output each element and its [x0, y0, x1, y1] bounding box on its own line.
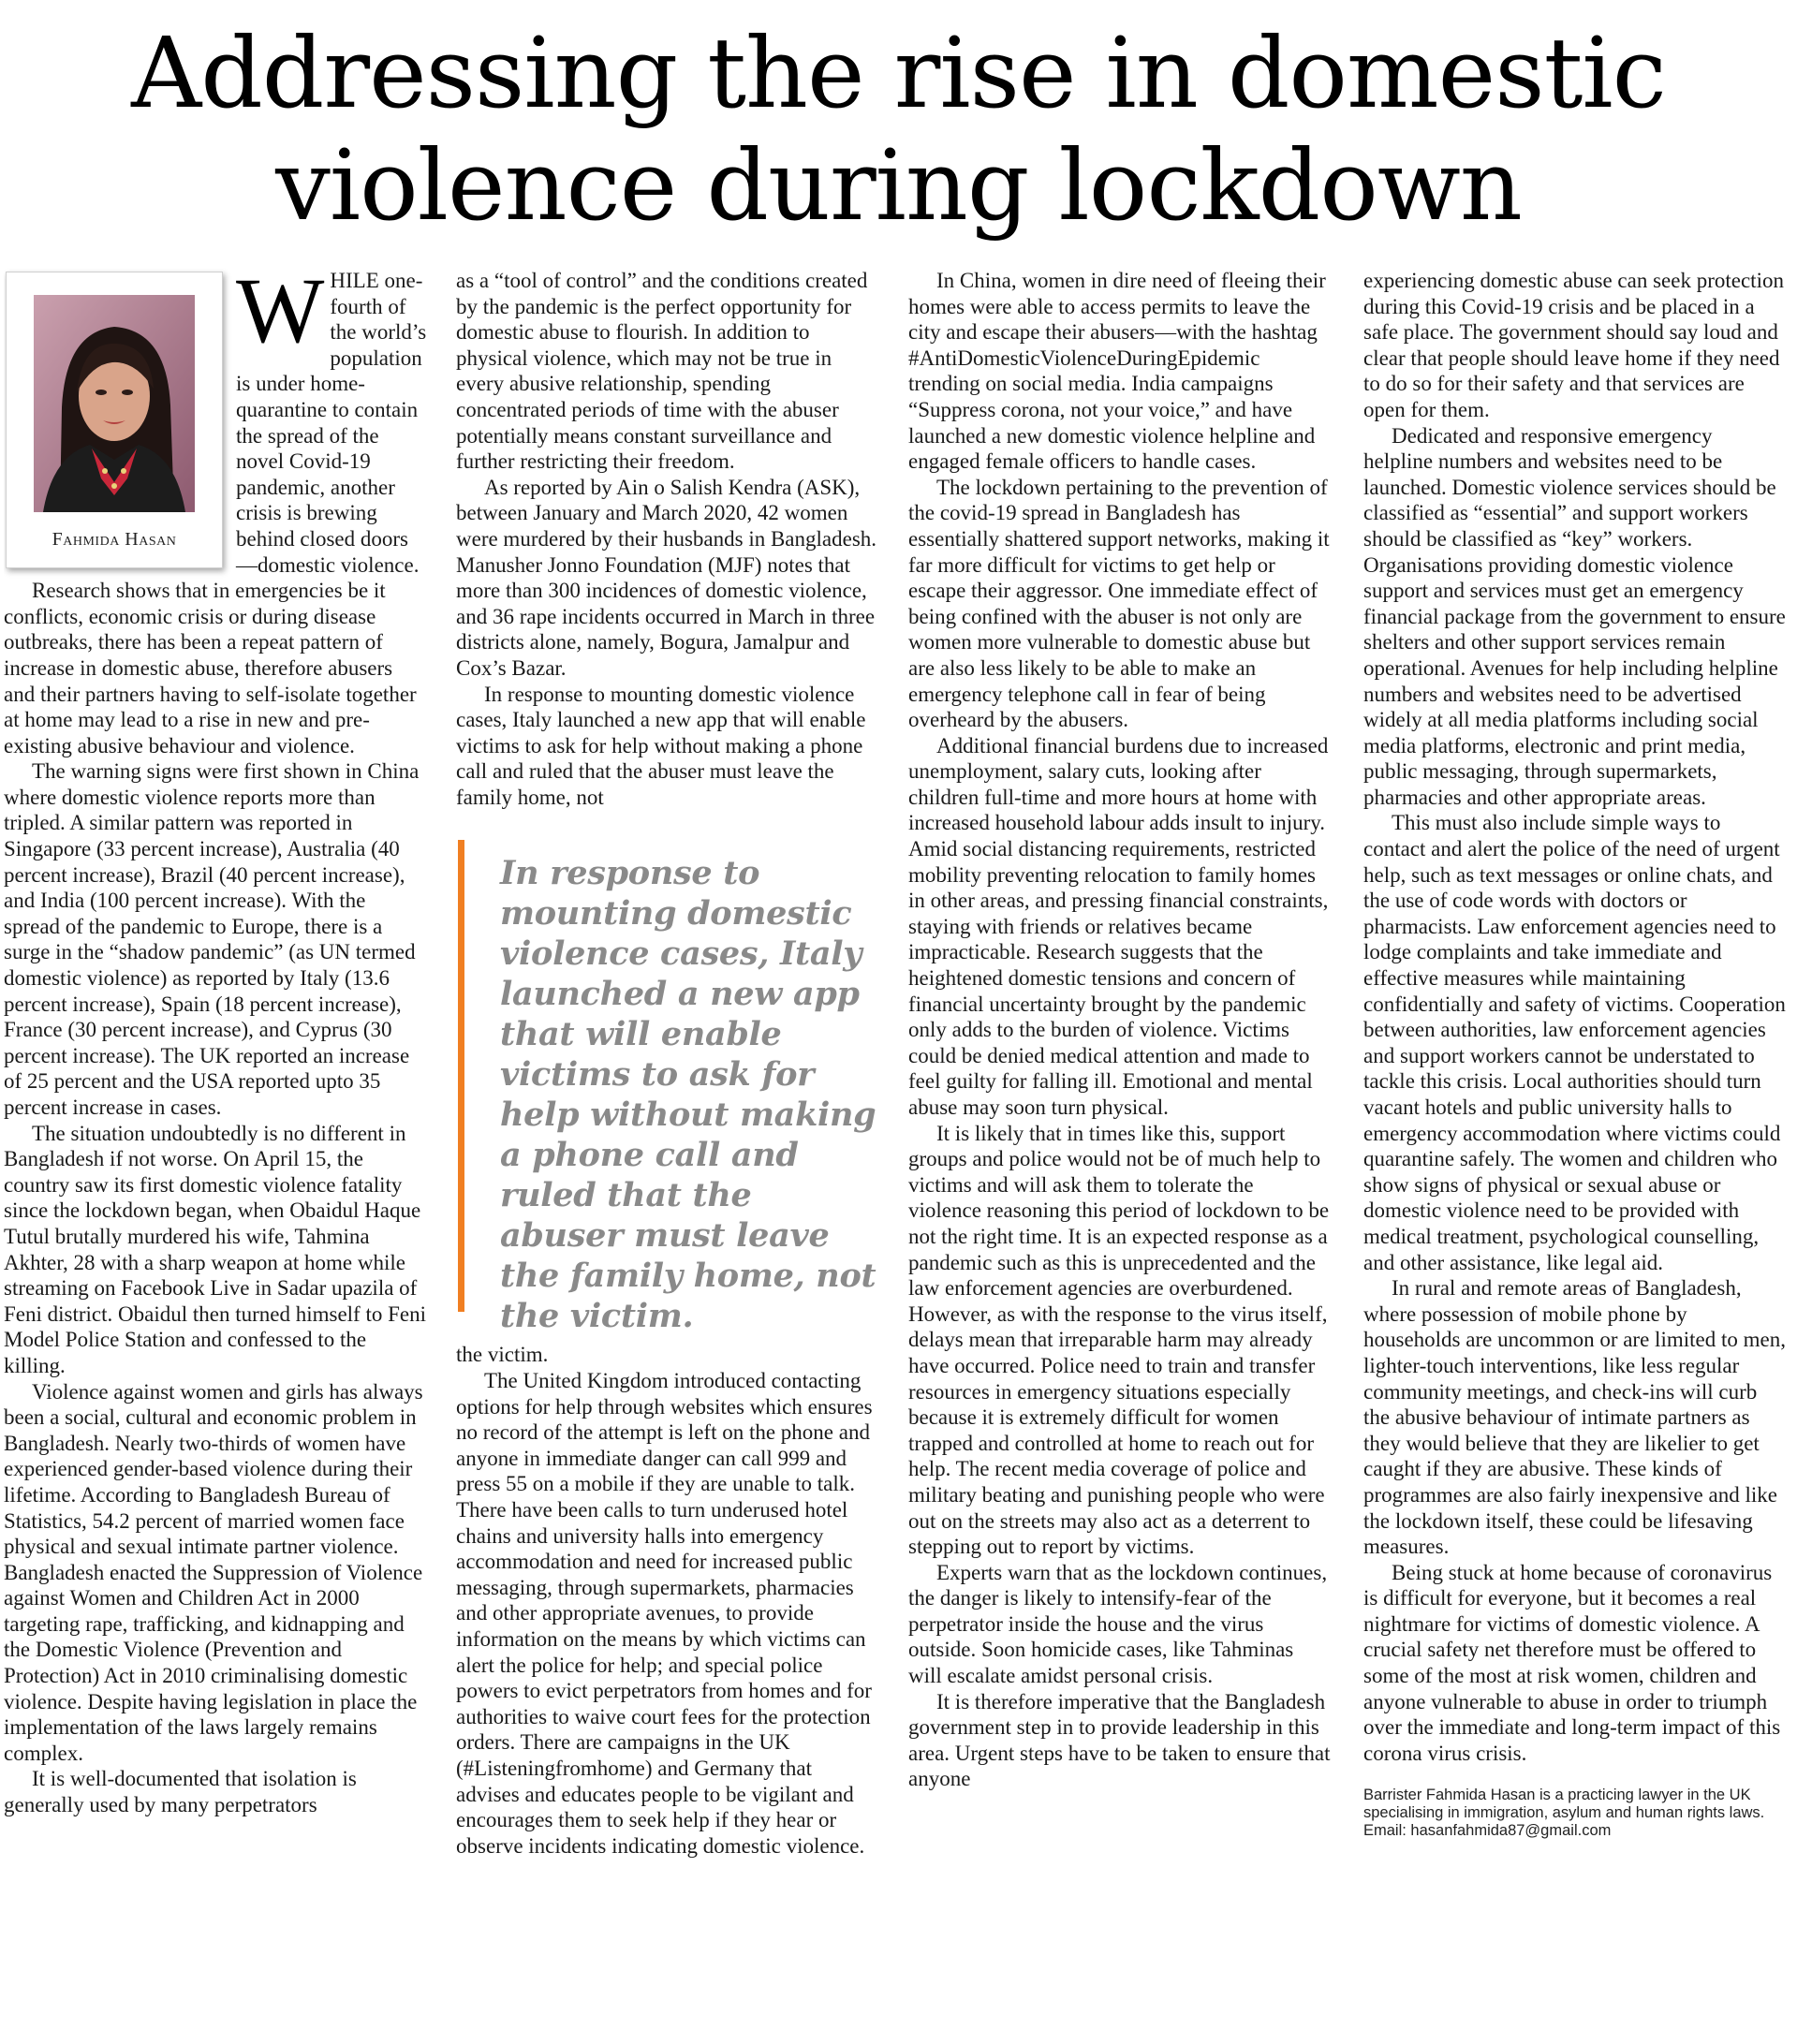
body-paragraph: Violence against women and girls has always been a social, cultural and economic problem in Bangladesh. Nearly two-thirds of women have experienced gender-based violence during their lifetime. According to Bangladesh Bureau of Statistics, 54.2 percent of married women face physical and sexual intimate partner violence. Bangladesh enacted the Suppression of Violence against Women and Children Act in 2000 targeting rape, trafficking, and kidnapping and the Domestic Violence (Prevention and Protection) Act in 2010 criminalising domestic violence. Despite having legislation in place the implementation of the laws largely remains complex. — [4, 1379, 423, 1765]
body-paragraph: Additional financial burdens due to increased unemployment, salary cuts, looking after children full-time and more hours at home with increased household labour adds insult to injury. Amid social distancing requirements, restricted mobility preventing relocation to family homes in other areas, and pressing financial constraints, staying with friends or relatives became impracticable. Research suggests that the heightened domestic tensions and concern of financial uncertainty brought by the pandemic only adds to the burden of violence. Victims could be denied medical attention and made to feel guilty for falling ill. Emotional and mental abuse may soon turn physical. — [908, 733, 1329, 1119]
body-paragraph: Research shows that in emergencies be it conflicts, economic crisis or during disease outbreaks, there has been a repeat pattern of increase in domestic abuse, therefore abusers and their partners having to self-isolate together at home may lead to a rise in new and pre-existing abusive behaviour and violence. — [4, 579, 417, 757]
body-paragraph: In response to mounting domestic violence cases, Italy launched a new app that will enable victims to ask for help without making a phone call and ruled that the abuser must leave the family home, not — [456, 682, 866, 809]
body-paragraph: The lockdown pertaining to the prevention of the covid-19 spread in Bangladesh has essentially shattered support networks, making it far more difficult for victims to get help or escape their aggressor. One immediate effect of being confined with the abuser is not only are women more vulnerable to domestic abuse but are also less likely to be able to make an emergency telephone call in fear of being overheard by the abusers. — [908, 475, 1330, 732]
body-paragraph: Experts warn that as the lockdown continues, the danger is likely to intensify-fear of the perpetrator inside the house and the virus outside. Soon homicide cases, like Tahminas will escalate amidst personal crisis. — [908, 1560, 1328, 1688]
body-paragraph: as a “tool of control” and the conditions created by the pandemic is the perfect opportunity for domestic abuse to flourish. In addition to physical violence, which may not be true in every abusive relationship, spending concentrated periods of time with the abuser potentially means constant surveillance and further restricting their freedom. — [456, 269, 868, 474]
column-1 — [4, 268, 427, 2037]
body-paragraph: In China, women in dire need of fleeing their homes were able to access permits to leave the city and escape their abusers—with the hashtag #AntiDomesticViolenceDuringEpidemic trending on social media. India campaigns “Suppress corona, not your voice,” and have launched a new domestic violence helpline and engaged female officers to handle cases. — [908, 269, 1326, 474]
headline-line-1: Addressing the rise in domestic — [131, 16, 1666, 130]
body-paragraph: This must also include simple ways to contact and alert the police of the need of urgent help, such as text messages or online chats, and the use of code words with doctors or pharmacists. Law enforcement agencies need to lodge complaints and take immediate and effective measures while maintaining confidentially and safety of victims. Cooperation between authorities, law enforcement agencies and support workers cannot be understated to tackle this crisis. Local authorities should turn vacant hotels and public university halls to emergency accommodation where victims could quarantine safely. The women and children who show signs of physical or sexual abuse or domestic violence need to be provided with medical treatment, psychological counselling, and other assistance, like legal aid. — [1363, 811, 1786, 1274]
pull-quote-text: In response to mounting domestic violence cases, Italy launched a new app that will enable victims to ask for help without making a phone call and ruled that the abuser must leave the family home, not the victim. — [500, 854, 876, 1336]
author-byline: Fahmida Hasan — [52, 529, 177, 550]
body-paragraph: In rural and remote areas of Bangladesh, where possession of mobile phone by households are uncommon or are limited to men, lighter-touch interventions, like less regular community meetings, and check-ins will curb the abusive behaviour of intimate partners as they would believe that they are likelier to get caught if they are abusive. These kinds of programmes are also fairly inexpensive and like the lockdown itself, these could be lifesaving measures. — [1363, 1276, 1786, 1559]
body-paragraph: The warning signs were first shown in China where domestic violence reports more than tripled. A similar pattern was reported in Singapore (33 percent increase), Australia (40 percent increase), Brazil (40 percent increase), and India (100 percent increase). With the spread of the pandemic to Europe, there is a surge in the “shadow pandemic” (as UN termed domestic violence) as reported by Italy (13.6 percent increase), Spain (18 percent increase), France (30 percent increase), and Cyprus (30 percent increase). The UK reported an increase of 25 percent and the USA reported upto 35 percent increase in cases. — [4, 759, 420, 1119]
headline-line-2: violence during lockdown — [275, 128, 1522, 243]
body-paragraph: The United Kingdom introduced contacting options for help through websites which ensures no record of the attempt is left on the phone and anyone in immediate danger can call 999 and press 55 on a mobile if they are unable to talk. There have been calls to turn underused hotel chains and university halls into emergency accommodation and need for increased public messaging, through supermarkets, pharmacies and other appropriate avenues, to provide information on the means by which victims can alert the police for help; and special police powers to evict perpetrators from homes and for authorities to waive court fees for the protection orders. There are campaigns in the UK (#Listeningfromhome) and Germany that advises and educates people to be vigilant and encourages them to seek help if they hear or observe incidents indicating domestic violence. — [456, 1369, 873, 1858]
body-paragraph: Dedicated and responsive emergency helpline numbers and websites need to be launched. Domestic violence services should be classified as “essential” and support workers should be classified as “key” workers. Organisations providing domestic violence support and services must get an emergency financial package from the government to ensure shelters and other support services remain operational. Avenues for help including helpline numbers and websites need to be advertised widely at all media platforms including social media platforms, electronic and print media, public messaging, through supermarkets, pharmacies and other appropriate areas. — [1363, 423, 1786, 809]
column-3 — [908, 268, 1332, 2037]
pull-quote — [458, 840, 879, 1336]
body-paragraph: The situation undoubtedly is no different in Bangladesh if not worse. On April 15, the country saw its first domestic violence fatality since the lockdown began, when Obaidul Haque Tutul brutally murdered his wife, Tahmina Akhter, 28 with a sharp weapon at home while streaming on Facebook Live in Sadar upazila of Feni district. Obaidul then turned himself to Feni Model Police Station and confessed to the killing. — [4, 1121, 426, 1377]
body-paragraph: It is likely that in times like this, support groups and police would not be of much help to victims and will ask them to tolerate the violence reasoning this period of lockdown to be not the right time. It is an expected response as a pandemic such as this is unprecedented and the law enforcement agencies are overburdened. However, as with the response to the virus itself, delays mean that irreparable harm may already have occurred. Police need to train and transfer resources in emergency situations especially because it is extremely difficult for women trapped and controlled at home to reach out for help. The recent media coverage of police and military beating and punishing people who were out on the streets may also act as a deterrent to stepping out to report by victims. — [908, 1121, 1330, 1559]
lead-text: HILE one-fourth of the world’s population is under home-quarantine to contain the spread of the novel Covid-19 pandemic, another crisis is brewing behind closed doors—domestic violence. — [236, 269, 427, 577]
author-email[interactable]: Email: hasanfahmida87@gmail.com — [1363, 1822, 1612, 1840]
author-bio-text: Barrister Fahmida Hasan is a practicing lawyer in the UK specialising in immigration, asylum and human rights laws. — [1363, 1787, 1765, 1822]
column-4 — [1363, 268, 1787, 2037]
column-2 — [456, 268, 879, 2037]
body-paragraph: It is therefore imperative that the Bangladesh government step in to provide leadership in this area. Urgent steps have to be taken to ensure that anyone — [908, 1689, 1331, 1791]
body-paragraph: As reported by Ain o Salish Kendra (ASK), between January and March 2020, 42 women were murdered by their husbands in Bangladesh. Manusher Jonno Foundation (MJF) notes that more than 300 incidences of domestic violence, and 36 rape incidents occurred in March in three districts alone, namely, Bogura, Jamalpur and Cox’s Bazar. — [456, 475, 877, 680]
body-paragraph: It is well-documented that isolation is generally used by many perpetrators — [4, 1767, 357, 1817]
headline — [0, 17, 1797, 242]
body-paragraph: Being stuck at home because of coronavirus is difficult for everyone, but it becomes a real nightmare for victims of domestic violence. A crucial safety net therefore must be offered to some of the most at risk women, children and anyone vulnerable to abuse in order to triumph over the immediate and long-term impact of this corona virus crisis. — [1363, 1560, 1781, 1765]
author-bio — [1363, 1787, 1787, 1840]
author-photo-card — [6, 272, 223, 568]
drop-cap: W — [236, 268, 325, 362]
body-paragraph: experiencing domestic abuse can seek protection during this Covid-19 crisis and be placed in a safe place. The government should say loud and clear that people should leave home if they need to do so for their safety and that services are open for them. — [1363, 269, 1784, 421]
body-paragraph: the victim. — [456, 1343, 549, 1367]
author-photo — [34, 295, 195, 512]
